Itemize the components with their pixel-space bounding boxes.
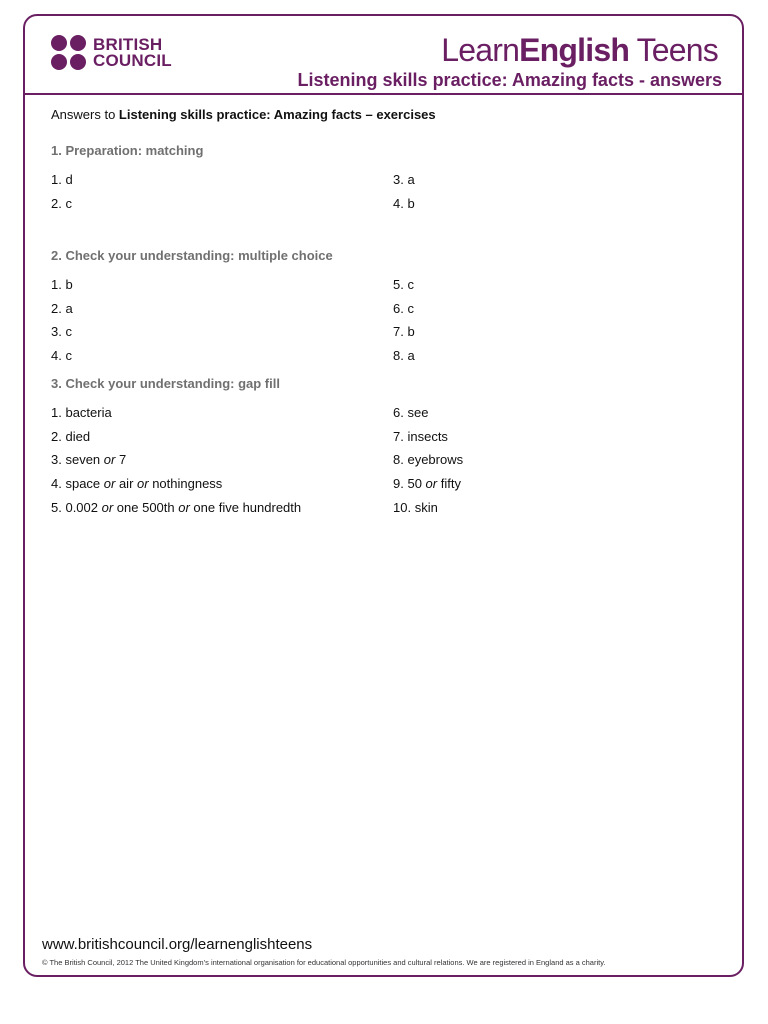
brand-teens: Teens bbox=[629, 32, 718, 68]
logo-line-2: COUNCIL bbox=[93, 51, 172, 70]
matching-answer: 3. a bbox=[393, 172, 415, 187]
matching-answer: 1. d bbox=[51, 172, 73, 187]
gap-fill-answer: 10. skin bbox=[393, 499, 438, 515]
brand-learn: Learn bbox=[441, 32, 520, 68]
multiple-choice-answer: 3. c bbox=[51, 324, 72, 340]
matching-answer: 2. c bbox=[51, 195, 72, 211]
gap-fill-answer: 7. insects bbox=[393, 428, 448, 444]
matching-answer: 4. b bbox=[393, 195, 415, 211]
intro-exercise-name: Listening skills practice: Amazing facts – exercises bbox=[118, 107, 436, 122]
multiple-choice-answer: 1. b bbox=[51, 277, 73, 292]
gap-fill-answer: 9. 50 or fifty bbox=[393, 476, 461, 492]
gap-fill-answer: 8. eyebrows bbox=[393, 452, 464, 468]
section-title-multiple-choice: 2. Check your understanding: multiple choice bbox=[51, 248, 333, 263]
footer-url: www.britishcouncil.org/learnenglishteens bbox=[42, 936, 313, 953]
logo-text bbox=[93, 37, 172, 69]
intro-line bbox=[51, 107, 436, 122]
gap-fill-answer: 4. space or air or nothingness bbox=[51, 476, 223, 492]
multiple-choice-answer: 2. a bbox=[51, 300, 73, 316]
logo-dots-icon bbox=[51, 35, 87, 71]
gap-fill-answer: 6. see bbox=[393, 405, 429, 420]
footer-copyright: © The British Council, 2012 The United Kingdom’s international organisation for educational opportunities and cultural relations. We are registered in England as a charity. bbox=[42, 958, 606, 967]
multiple-choice-answer: 6. c bbox=[393, 300, 414, 316]
document-title: Listening skills practice: Amazing facts - answers bbox=[297, 70, 722, 90]
gap-fill-answer: 5. 0.002 or one 500th or one five hundredth bbox=[51, 499, 302, 515]
page-frame bbox=[23, 14, 744, 977]
learnenglish-teens-brand bbox=[441, 32, 718, 69]
gap-fill-answer: 1. bacteria bbox=[51, 405, 112, 420]
gap-fill-answer: 3. seven or 7 bbox=[51, 452, 127, 468]
british-council-logo bbox=[51, 35, 172, 71]
gap-fill-answer: 2. died bbox=[51, 428, 91, 444]
intro-prefix: Answers to bbox=[51, 107, 119, 122]
section-title-preparation: 1. Preparation: matching bbox=[51, 143, 204, 158]
multiple-choice-answer: 5. c bbox=[393, 277, 414, 292]
header-rule bbox=[23, 93, 744, 95]
section-title-gap-fill: 3. Check your understanding: gap fill bbox=[51, 376, 280, 391]
logo-line-1: BRITISH bbox=[93, 35, 163, 54]
brand-english: English bbox=[519, 32, 630, 68]
multiple-choice-answer: 4. c bbox=[51, 348, 72, 364]
multiple-choice-answer: 8. a bbox=[393, 348, 415, 364]
multiple-choice-answer: 7. b bbox=[393, 324, 415, 340]
